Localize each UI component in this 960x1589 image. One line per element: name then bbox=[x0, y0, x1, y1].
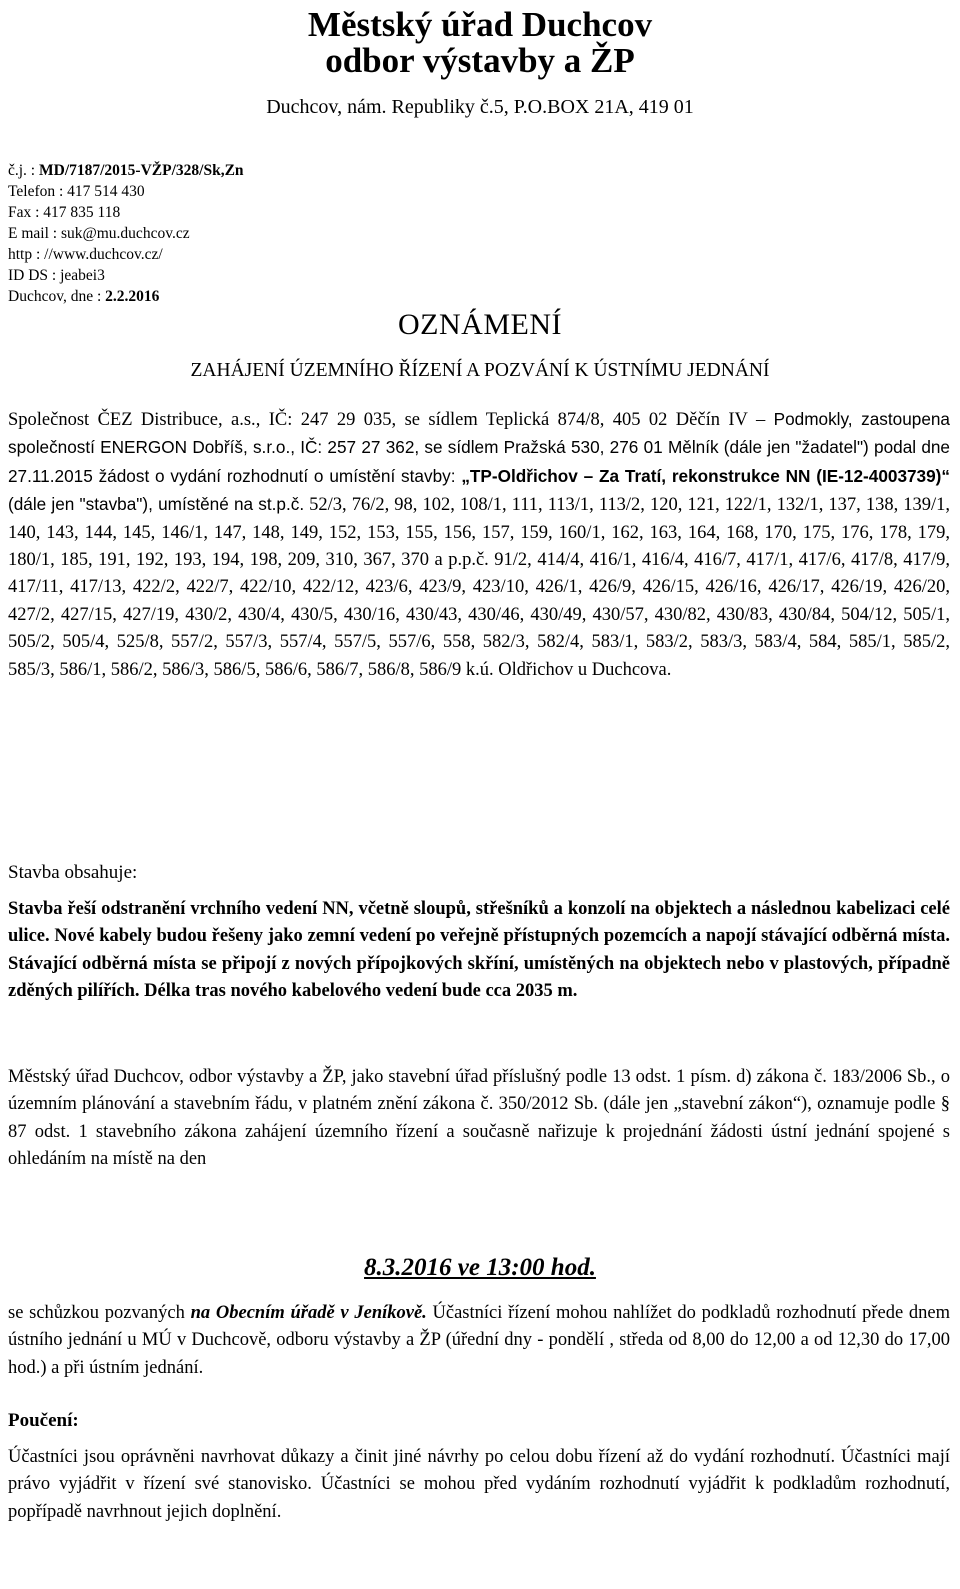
instruction-text: Účastníci jsou oprávněni navrhovat důkazy a činit jiné návrhy po celou dobu řízení až do vydání rozhodnutí. Účastníci mají právo vyjádřit v řízení své stanovisko. Účastníci se mohou před vydáním rozhodnutí vyjádřit k podkladům rozhodnutí, popřípadě navrhnout jejich doplnění. bbox=[8, 1447, 950, 1522]
meeting-place: na Obecním úřadě v Jeníkově. bbox=[190, 1303, 427, 1323]
phone: Telefon : 417 514 430 bbox=[8, 183, 145, 200]
contact-block bbox=[8, 160, 244, 307]
project-name: „TP-Oldřichov – Za Tratí, rekonstrukce NN (IE-12-4003739)“ bbox=[461, 465, 950, 486]
fax: Fax : 417 835 118 bbox=[8, 204, 121, 221]
intro-paragraph: Společnost ČEZ Distribuce, a.s., IČ: 247 29 035, se sídlem Teplická 874/8, 405 02 Děčín IV – Podmokly, zastoupena společností ENERGON Dobříš, s.r.o., IČ: 257 27 362, se sídlem Pražská 530, 276 01 Mělník (dále jen "žadatel") podal dne 27.11.2015 žádost o vydání rozhodnutí o umístění stavby: „TP-Oldřichov – Za Tratí, rekonstrukce NN (IE-12-4003739)“ (dále jen "stavba"), umístěné na st.p.č. 52/3, 76/2, 98, 102, 108/1, 111, 113/1, 113/2, 120, 121, 122/1, 132/1, 137, 138, 139/1, 140, 143, 144, 145, 146/1, 147, 148, 149, 152, 153, 155, 156, 157, 159, 160/1, 162, 163, 164, 168, 170, 175, 176, 178, 179, 180/1, 185, 191, 192, 193, 194, 198, 209, 310, 367, 370 a p.p.č. 91/2, 414/4, 416/1, 416/4, 416/7, 417/1, 417/6, 417/8, 417/9, 417/11, 417/13, 422/2, 422/7, 422/10, 422/12, 423/6, 423/9, 423/10, 426/1, 426/9, 426/15, 426/16, 426/17, 426/19, 426/20, 427/2, 427/15, 427/19, 430/2, 430/4, 430/5, 430/16, 430/43, 430/46, 430/49, 430/57, 430/82, 430/83, 430/84, 504/12, 505/1, 505/2, 505/4, 525/8, 557/2, 557/3, 557/4, 557/5, 557/6, 558, 582/3, 582/4, 583/1, 583/2, 583/3, 583/4, 584, 585/1, 585/2, 585/3, 586/1, 586/2, 586/3, 586/5, 586/6, 586/7, 586/8, 586/9 k.ú. Oldřichov u Duchcova. bbox=[8, 409, 950, 680]
website: http : //www.duchcov.cz/ bbox=[8, 246, 163, 263]
meeting-paragraph: se schůzkou pozvaných na Obecním úřadě v Jeníkově. Účastníci řízení mohou nahlížet do podkladů rozhodnutí přede dnem ústního jednání u MÚ v Duchcově, odboru výstavby a ŽP (úřední dny - pondělí , středa od 8,00 do 12,00 a od 12,30 do 17,00 hod.) a při ústním jednání. bbox=[8, 1303, 950, 1378]
office-address: Duchcov, nám. Republiky č.5, P.O.BOX 21A, 419 01 bbox=[266, 96, 694, 118]
content-label: Stavba obsahuje: bbox=[8, 862, 138, 883]
issue-date: Duchcov, dne : 2.2.2016 bbox=[8, 288, 160, 305]
hearing-date: 8.3.2016 ve 13:00 hod. bbox=[364, 1254, 596, 1281]
office-title: Městský úřad Duchcov bbox=[307, 5, 653, 44]
data-box-id: ID DS : jeabei3 bbox=[8, 267, 105, 284]
notice-paragraph: Městský úřad Duchcov, odbor výstavby a ŽP, jako stavební úřad příslušný podle 13 odst. 1 písm. d) zákona č. 183/2006 Sb., o územním plánování a stavebním řádu, v platném znění zákona č. 350/2012 Sb. (dále jen „stavební zákon“), oznamuje podle § 87 odst. 1 stavebního zákona zahájení územního řízení a současně nařizuje k projednání žádosti ústní jednání spojené s ohledáním na místě na den bbox=[8, 1067, 950, 1170]
announcement-title: OZNÁMENÍ bbox=[398, 308, 562, 341]
announcement-subtitle: ZAHÁJENÍ ÚZEMNÍHO ŘÍZENÍ A POZVÁNÍ K ÚSTNÍMU JEDNÁNÍ bbox=[190, 360, 770, 381]
content-description: Stavba řeší odstranění vrchního vedení NN, včetně sloupů, střešníků a konzolí na objektech a následnou kabelizaci celé ulice. Nové kabely budou řešeny jako zemní vedení po veřejně přístupných pozemcích a napojí stávající odběrná místa. Stávající odběrná místa se připojí z nových přípojkových skříní, umístěných na objektech nebo v plastových, případně zděných pilířích. Délka tras nového kabelového vedení bude cca 2035 m. bbox=[8, 899, 950, 1002]
reference-number: č.j. : MD/7187/2015-VŽP/328/Sk,Zn bbox=[8, 162, 244, 179]
email: E mail : suk@mu.duchcov.cz bbox=[8, 225, 190, 242]
parcel-list: 52/3, 76/2, 98, 102, 108/1, 111, 113/1, 113/2, 120, 121, 122/1, 132/1, 137, 138, 139/1, 140, 143, 144, 145, 146/1, 147, 148, 149, 152, 153, 155, 156, 157, 159, 160/1, 162, 163, 164, 168, 170, 175, 176, 178, 179, 180/1, 185, 191, 192, 193, 194, 198, 209, 310, 367, 370 a p.p.č. 91/2, 414/4, 416/1, 416/4, 416/7, 417/1, 417/6, 417/8, 417/9, 417/11, 417/13, 422/2, 422/7, 422/10, 422/12, 423/6, 423/9, 423/10, 426/1, 426/9, 426/15, 426/16, 426/17, 426/19, 426/20, 427/2, 427/15, 427/19, 430/2, 430/4, 430/5, 430/16, 430/43, 430/46, 430/49, 430/57, 430/82, 430/83, 430/84, 504/12, 505/1, 505/2, 505/4, 525/8, 557/2, 557/3, 557/4, 557/5, 557/6, 558, 582/3, 582/4, 583/1, 583/2, 583/3, 583/4, 584, 585/1, 585/2, 585/3, 586/1, 586/2, 586/3, 586/5, 586/6, 586/7, 586/8, 586/9 k.ú. Oldřichov u Duchcova. bbox=[8, 495, 950, 680]
department-title: odbor výstavby a ŽP bbox=[325, 41, 635, 80]
instruction-label: Poučení: bbox=[8, 1410, 79, 1431]
